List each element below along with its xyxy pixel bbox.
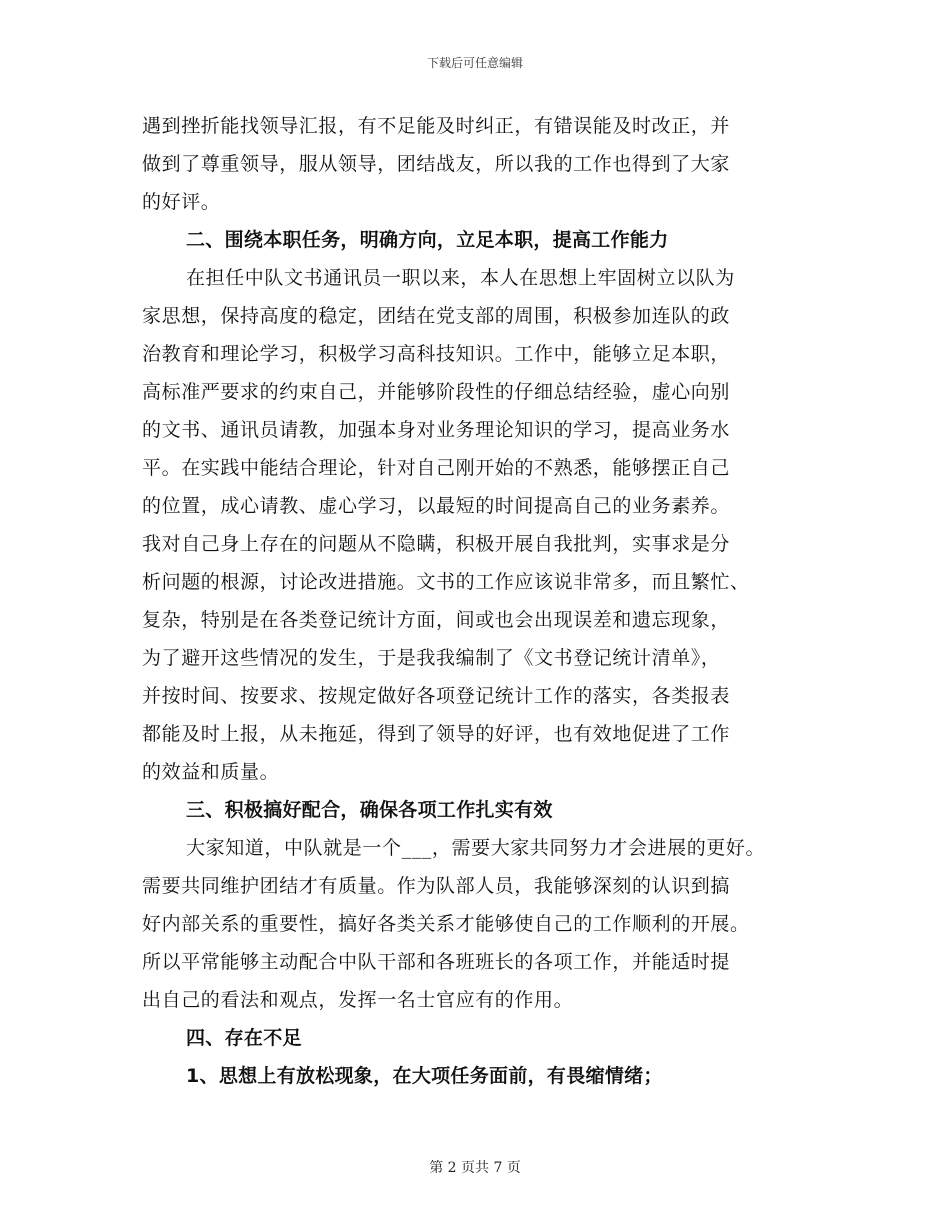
paragraph-line: 的效益和质量。 [142, 761, 280, 783]
paragraph-line: 在担任中队文书通讯员一职以来，本人在思想上牢固树立以队为 [186, 267, 735, 289]
paragraph-line: 都能及时上报，从未拖延，得到了领导的好评，也有效地促进了工作 [142, 723, 731, 745]
paragraph-line: 好内部关系的重要性，搞好各类关系才能够使自己的工作顺利的开展。 [142, 913, 750, 935]
paragraph-line: 并按时间、按要求、按规定做好各项登记统计工作的落实，各类报表 [142, 685, 731, 707]
section-heading: 四、存在不足 [186, 1027, 302, 1049]
page-header-note: 下载后可任意编辑 [426, 56, 523, 70]
paragraph-line: 遇到挫折能找领导汇报，有不足能及时纠正，有错误能及时改正，并 [142, 115, 731, 137]
section-heading: 二、围绕本职任务，明确方向，立足本职，提高工作能力 [186, 229, 669, 251]
paragraph-line: 家思想，保持高度的稳定，团结在党支部的周围，积极参加连队的政 [142, 305, 731, 327]
paragraph-line: 平。在实践中能结合理论，针对自己刚开始的不熟悉，能够摆正自己 [142, 457, 731, 479]
section-heading: 1、思想上有放松现象，在大项任务面前，有畏缩情绪； [186, 1065, 663, 1087]
paragraph-line: 大家知道，中队就是一个___，需要大家共同努力才会进展的更好。 [186, 837, 766, 859]
paragraph-line: 复杂，特别是在各类登记统计方面，间或也会出现误差和遗忘现象， [142, 609, 731, 631]
paragraph-line: 做到了尊重领导，服从领导，团结战友，所以我的工作也得到了大家 [142, 153, 731, 175]
paragraph-line: 高标准严要求的约束自己，并能够阶段性的仔细总结经验，虚心向别 [142, 381, 731, 403]
document-body [0, 107, 950, 1095]
paragraph-line: 治教育和理论学习，积极学习高科技知识。工作中，能够立足本职， [142, 343, 731, 365]
section-heading: 三、积极搞好配合，确保各项工作扎实有效 [186, 799, 553, 821]
paragraph-line: 的位置，成心请教、虚心学习，以最短的时间提高自己的业务素养。 [142, 495, 731, 517]
paragraph-line: 出自己的看法和观点，发挥一名士官应有的作用。 [142, 989, 574, 1011]
paragraph-line: 为了避开这些情况的发生，于是我我编制了《文书登记统计清单》， [142, 647, 721, 669]
paragraph-line: 的文书、通讯员请教，加强本身对业务理论知识的学习，提高业务水 [142, 419, 731, 441]
paragraph-line: 我对自己身上存在的问题从不隐瞒，积极开展自我批判，实事求是分 [142, 533, 731, 555]
page-number: 第 2 页共 7 页 [429, 1160, 521, 1176]
paragraph-line: 所以平常能够主动配合中队干部和各班班长的各项工作，并能适时提 [142, 951, 731, 973]
paragraph-line: 的好评。 [142, 191, 221, 213]
paragraph-line: 需要共同维护团结才有质量。作为队部人员，我能够深刻的认识到搞 [142, 875, 731, 897]
paragraph-line: 析问题的根源，讨论改进措施。文书的工作应该说非常多，而且繁忙、 [142, 571, 750, 593]
